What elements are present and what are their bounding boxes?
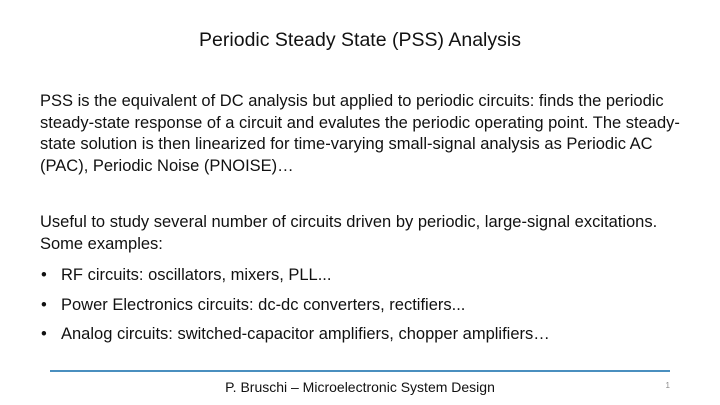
bullet-icon: • — [41, 266, 47, 284]
bullet-text: RF circuits: oscillators, mixers, PLL... — [61, 266, 332, 284]
examples-paragraph: Useful to study several number of circuits driven by periodic, large-signal excitations. Some examples: — [40, 213, 658, 253]
bullet-icon: • — [41, 325, 47, 343]
bullet-icon: • — [41, 295, 47, 314]
footer-text: P. Bruschi – Microelectronic System Design — [225, 379, 495, 395]
bullet-text: Analog circuits: switched-capacitor amplifiers, chopper amplifiers… — [61, 325, 550, 343]
page-number: 1 — [665, 381, 670, 390]
intro-paragraph: PSS is the equivalent of DC analysis but applied to periodic circuits: finds the periodic steady-state response of a circuit and evalutes the periodic operating point. The steady-state solution is then linearized for time-varying small-signal analysis as Periodic AC (PAC), Periodic Noise (PNOISE)… — [40, 92, 680, 175]
bullet-item-analog-circuits — [40, 324, 690, 346]
bullet-item-rf-circuits — [40, 265, 690, 287]
footer-divider — [50, 370, 670, 372]
slide-title: Periodic Steady State (PSS) Analysis — [199, 29, 521, 51]
bullet-text: Power Electronics circuits: dc-dc converters, rectifiers... — [61, 295, 466, 314]
examples-bullet-list — [40, 265, 690, 354]
bullet-item-power-electronics — [40, 295, 690, 317]
